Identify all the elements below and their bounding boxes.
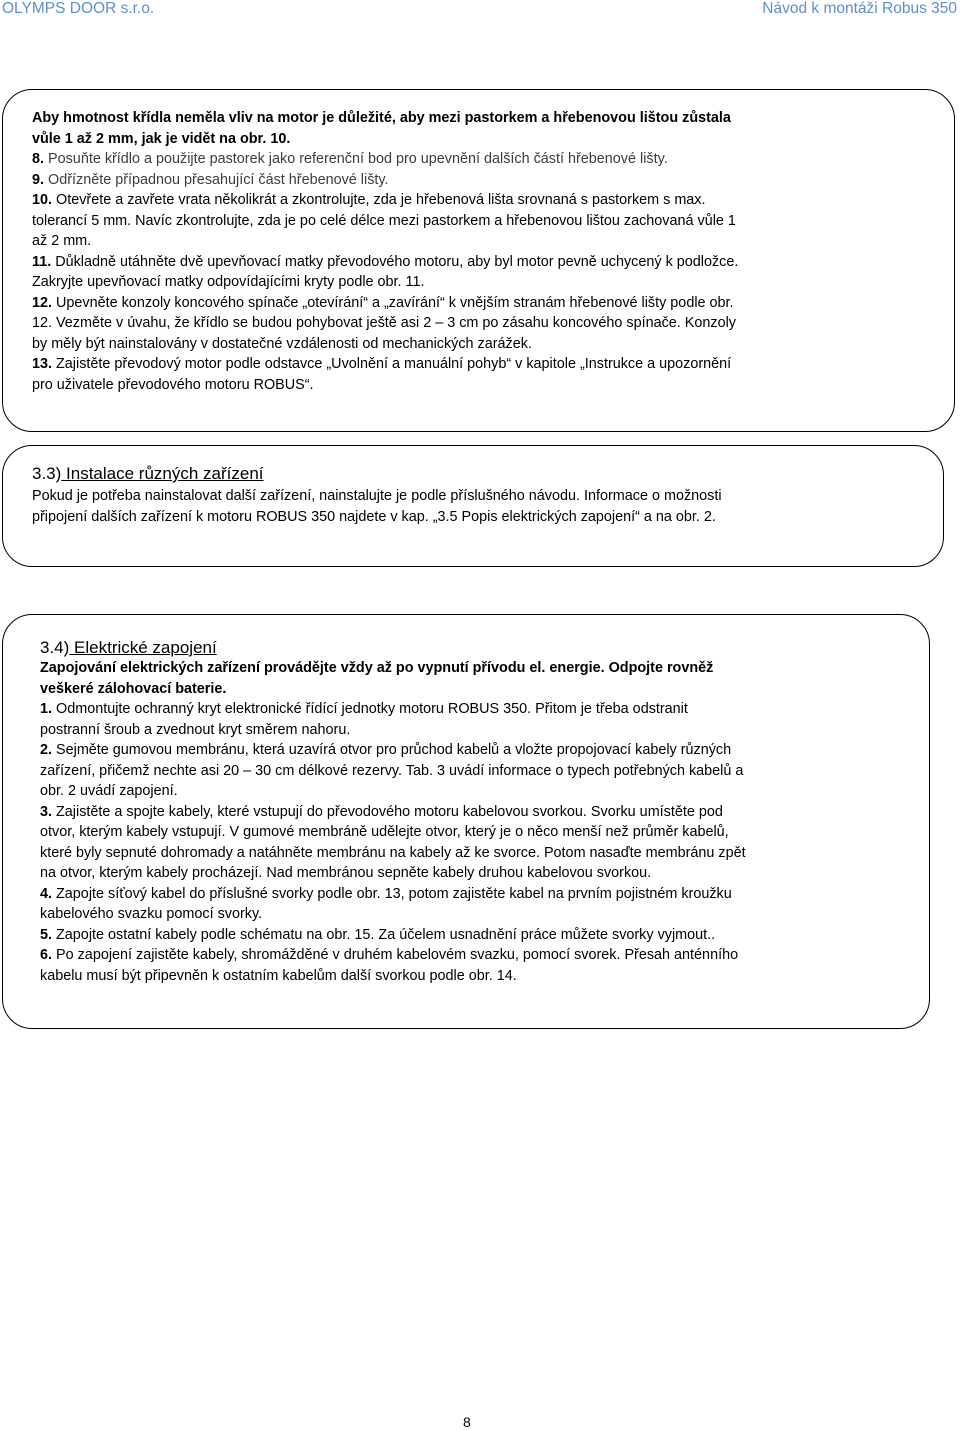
step-number: 9. <box>32 171 45 188</box>
step-text: Odmontujte ochranný kryt elektronické řídící jednotky motoru ROBUS 350. Přitom je třeba odstranit <box>52 701 688 717</box>
paragraph-line <box>40 945 916 966</box>
step-text: Důkladně utáhněte dvě upevňovací matky převodového motoru, aby byl motor pevně uchycený k podložce. <box>51 253 739 270</box>
paragraph-line <box>40 863 916 884</box>
page-header <box>0 0 960 38</box>
step-number: 4. <box>40 885 53 902</box>
paragraph-line <box>32 231 922 252</box>
step-number: 8. <box>32 151 45 167</box>
paragraph-line <box>32 293 922 314</box>
paragraph-line <box>40 679 916 700</box>
step-text: Zapojte síťový kabel do příslušné svorky podle obr. 13, potom zajistěte kabel na prvním pojistném kroužku <box>52 885 732 902</box>
step-number: 6. <box>40 947 53 963</box>
installation-steps-text <box>32 108 922 395</box>
step-number: 5. <box>40 926 53 943</box>
step-number: 1. <box>40 701 53 717</box>
step-text: kabelového svazku pomocí svorky. <box>40 906 263 922</box>
step-text: Sejměte gumovou membránu, která uzavírá otvor pro průchod kabelů a vložte propojovací kabely různých <box>52 742 732 758</box>
step-text: obr. 2 uvádí zapojení. <box>40 783 178 799</box>
paragraph-line <box>40 904 916 925</box>
paragraph-line: připojení dalších zařízení k motoru ROBUS 350 najdete v kap. „3.5 Popis elektrických zapojení“ a na obr. 2. <box>32 508 716 525</box>
paragraph-line <box>32 211 922 232</box>
paragraph-line <box>32 272 922 293</box>
step-text: zařízení, přičemž nechte asi 20 – 30 cm délkové rezervy. Tab. 3 uvádí informace o typech potřebných kabelů a <box>40 762 744 779</box>
paragraph-line <box>40 658 916 679</box>
paragraph-line <box>32 129 922 150</box>
step-number: 11. <box>32 253 52 270</box>
step-text: kabelu musí být připevněn k ostatním kabelům další svorkou podle obr. 14. <box>40 967 517 984</box>
step-text: až 2 mm. <box>32 233 92 249</box>
paragraph-line <box>40 843 916 864</box>
section-heading-3-3 <box>32 464 264 484</box>
step-text: Po zapojení zajistěte kabely, shromážděné v druhém kabelovém svazku, pomocí svorek. Přesah anténního <box>52 947 739 963</box>
page-number: 8 <box>463 1414 471 1430</box>
step-number: 10. <box>32 192 53 208</box>
company-name: OLYMPS DOOR s.r.o. <box>2 0 155 17</box>
step-text: by měly být nainstalovány v dostatečné vzdálenosti od mechanických zarážek. <box>32 335 532 352</box>
step-text: Zajistěte a spojte kabely, které vstupují do převodového motoru kabelovou svorkou. Svorku umístěte pod <box>52 803 723 820</box>
other-devices-text <box>32 486 926 527</box>
paragraph-line <box>40 802 916 823</box>
paragraph-line <box>32 108 922 129</box>
step-text: Odřízněte případnou přesahující část hřebenové lišty. <box>44 171 389 188</box>
paragraph-line <box>32 354 922 375</box>
step-text: na otvor, kterým kabely procházejí. Nad membránou sepněte kabely druhou kabelovou svorkou. <box>40 865 652 881</box>
step-text: 12. Vezměte v úvahu, že křídlo se budou pohybovat ještě asi 2 – 3 cm po zásahu koncového spínače. Konzoly <box>32 315 736 331</box>
step-number: veškeré zálohovací baterie. <box>40 680 227 697</box>
step-number: 13. <box>32 356 53 372</box>
paragraph-line <box>40 781 916 802</box>
section-number: 3.3) <box>32 464 62 483</box>
section-number: 3.4) <box>40 638 70 657</box>
step-number: vůle 1 až 2 mm, jak je vidět na obr. 10. <box>32 130 291 147</box>
step-text: postranní šroub a zvednout kryt směrem nahoru. <box>40 721 351 738</box>
step-number: Aby hmotnost křídla neměla vliv na motor je důležité, aby mezi pastorkem a hřebenovou lištou zůstala <box>32 110 731 126</box>
paragraph-line <box>40 925 916 946</box>
step-text: otvor, kterým kabely vstupují. V gumové membráně udělejte otvor, který je o něco menší než průměr kabelů, <box>40 824 729 840</box>
step-text: které byly sepnuté dohromady a natáhněte membránu na kabely až ke svorce. Potom nasaďte membránu zpět <box>40 844 746 861</box>
step-text: tolerancí 5 mm. Navíc zkontrolujte, zda je po celé délce mezi pastorkem a hřebenovou lištou zachovaná vůle 1 <box>32 212 736 229</box>
section-title: Instalace různých zařízení <box>61 464 264 483</box>
step-text: Otevřete a zavřete vrata několikrát a zkontrolujte, zda je hřebenová lišta srovnaná s pastorkem s max. <box>52 192 706 208</box>
step-number: 2. <box>40 742 53 758</box>
step-number: 12. <box>32 294 53 311</box>
step-text: pro uživatele převodového motoru ROBUS“. <box>32 376 314 393</box>
step-number: 3. <box>40 803 53 820</box>
step-text: Zakryjte upevňovací matky odpovídajícími kryty podle obr. 11. <box>32 274 425 290</box>
paragraph-line <box>40 699 916 720</box>
step-text: Zapojte ostatní kabely podle schématu na obr. 15. Za účelem usnadnění práce můžete svorky vyjmout.. <box>52 926 716 943</box>
paragraph-line <box>32 334 922 355</box>
paragraph-line <box>32 149 922 170</box>
paragraph-line <box>40 884 916 905</box>
paragraph-line <box>40 966 916 987</box>
paragraph-line <box>32 170 922 191</box>
paragraph-line <box>40 720 916 741</box>
section-heading-3-4 <box>40 638 217 658</box>
paragraph-line <box>40 761 916 782</box>
electrical-connection-text <box>40 658 916 986</box>
paragraph-line <box>32 252 922 273</box>
paragraph-line <box>32 375 922 396</box>
section-title: Elektrické zapojení <box>69 638 217 657</box>
paragraph-line <box>32 190 922 211</box>
paragraph-line <box>40 740 916 761</box>
step-text: Upevněte konzoly koncového spínače „otevírání“ a „zavírání“ k vnějším stranám hřebenové lišty podle obr. <box>52 294 734 311</box>
step-text: Posuňte křídlo a použijte pastorek jako referenční bod pro upevnění dalších částí hřebenové lišty. <box>44 151 668 167</box>
step-number: Zapojování elektrických zařízení provádějte vždy až po vypnutí přívodu el. energie. Odpojte rovněž <box>40 660 714 676</box>
paragraph-line <box>40 822 916 843</box>
paragraph-line <box>32 313 922 334</box>
step-text: Zajistěte převodový motor podle odstavce „Uvolnění a manuální pohyb“ v kapitole „Instrukce a upozornění <box>52 356 732 372</box>
paragraph-line: Pokud je potřeba nainstalovat další zařízení, nainstalujte je podle příslušného návodu. Informace o možnosti <box>32 488 722 504</box>
document-title: Návod k montáži Robus 350 <box>762 0 957 17</box>
